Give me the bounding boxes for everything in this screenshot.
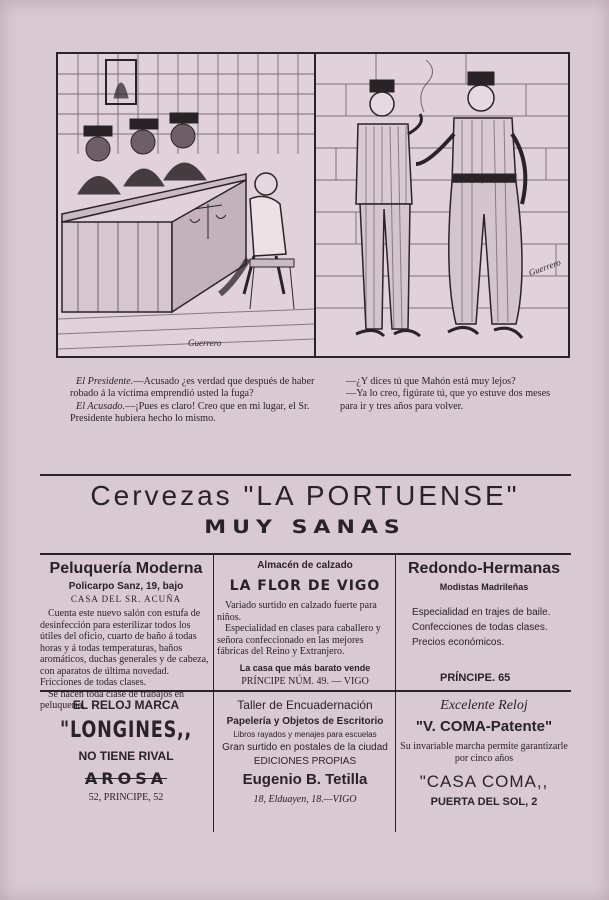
calzado-tagline: La casa que más barato vende <box>239 662 371 673</box>
beer-ad-slogan: MUY SANAS <box>204 516 406 539</box>
tetilla-line-1: Taller de Encuadernación <box>237 698 373 712</box>
signature-right: Guerrero <box>527 257 563 278</box>
caption-speaker-2: El Acusado. <box>76 400 126 412</box>
peluqueria-subtitle: CASA DEL SR. ACUÑA <box>70 594 182 604</box>
longines-shop: AROSA <box>84 769 168 788</box>
tetilla-line-3: Libros rayados y menajes para escuelas <box>233 730 377 739</box>
peluqueria-title: Peluquería Moderna <box>49 560 203 577</box>
peluqueria-address: Policarpo Sanz, 19, bajo <box>68 581 184 592</box>
peluqueria-body-2: Se hacen toda clase de trabajos en peluquería. <box>40 688 185 711</box>
signature-left: Guerrero <box>188 338 222 348</box>
divider-top <box>40 474 571 476</box>
caption-text-1: —Acusado ¿es verdad que después de haber robado á la víctima emprendió usted la fuga? <box>70 376 315 400</box>
cartoon-strip <box>56 52 570 354</box>
redondo-line-3: Precios económicos. <box>412 637 505 648</box>
caption-prisoners <box>340 376 570 413</box>
tetilla-line-2: Papelería y Objetos de Escritorio <box>226 716 384 727</box>
caption-text-2: —¡Pues es claro! Creo que en mi lugar, el Sr. Presidente hubiera hecho lo mismo. <box>70 400 310 424</box>
ad-peluqueria <box>40 560 212 712</box>
tetilla-name: Eugenio B. Tetilla <box>242 771 368 788</box>
longines-address: 52, PRINCIPE, 52 <box>88 792 164 803</box>
caption-text-4: —Ya lo creo, figúrate tú, que yo estuve dos meses para ir y tres años para volver. <box>340 388 551 412</box>
caption-speaker-1: El Presidente. <box>76 376 134 387</box>
calzado-top: Almacén de calzado <box>257 560 353 571</box>
redondo-lines <box>398 605 570 650</box>
coma-line-1: Excelente Reloj <box>440 698 528 713</box>
tetilla-line-4: Gran surtido en postales de la ciudad <box>222 742 388 753</box>
tetilla-address: 18, Elduayen, 18.—VIGO <box>253 794 357 805</box>
caption-courtroom <box>70 376 330 425</box>
longines-line-1: EL RELOJ MARCA <box>72 698 180 712</box>
redondo-line-1: Especialidad en trajes de baile. <box>412 607 551 618</box>
calzado-body-2: Especialidad en clases para caballero y señora confeccionado en las mejores fábricas del Reino y Extranjero. <box>217 623 381 657</box>
calzado-title: LA FLOR DE VIGO <box>229 578 381 594</box>
redondo-subtitle: Modistas Madrileñas <box>439 582 529 592</box>
tetilla-line-5: EDICIONES PROPIAS <box>253 756 357 767</box>
cartoon-courtroom <box>56 52 316 358</box>
divider-col4 <box>395 692 396 832</box>
longines-brand: "LONGINES,, <box>59 718 193 743</box>
caption-text-3: —¿Y dices tú que Mahón está muy lejos? <box>346 376 516 387</box>
coma-brand: "V. COMA-Patente" <box>415 718 553 735</box>
prisoners-illustration <box>316 54 568 356</box>
divider-col1 <box>213 555 214 690</box>
ad-longines <box>40 698 212 803</box>
coma-address: PUERTA DEL SOL, 2 <box>430 796 538 808</box>
ad-tetilla <box>217 698 393 805</box>
calzado-address: PRÍNCIPE NÚM. 49. — VIGO <box>241 675 369 687</box>
divider-col3 <box>213 692 214 832</box>
redondo-address: PRÍNCIPE. 65 <box>440 672 511 684</box>
redondo-line-2: Confecciones de todas clases. <box>412 622 548 633</box>
divider-col2 <box>395 555 396 690</box>
calzado-body: Variado surtido en calzado fuerte para niños. <box>217 600 377 623</box>
ad-calzado <box>217 560 393 687</box>
ad-coma <box>398 698 570 808</box>
courtroom-illustration <box>58 54 314 356</box>
peluqueria-body: Cuenta este nuevo salón con estufa de desinfección para esterilizar todos los útiles del oficio, cuarto de baño á todas horas y á todas temperaturas, baños aromáticos, duchas generales y de cabeza, con aparatos de última novedad. Fricciones de todas clases. <box>40 608 209 688</box>
beer-ad-title: Cervezas "LA PORTUENSE" <box>90 480 520 511</box>
coma-body: Su invariable marcha permite garantizarle por cinco años <box>400 741 568 764</box>
redondo-title: Redondo-Hermanas <box>407 560 561 577</box>
divider-beer <box>40 553 571 555</box>
ad-redondo <box>398 560 570 684</box>
coma-shop: "CASA COMA,, <box>419 772 549 791</box>
cartoon-prisoners <box>314 52 570 358</box>
longines-line-2: NO TIENE RIVAL <box>78 749 174 763</box>
